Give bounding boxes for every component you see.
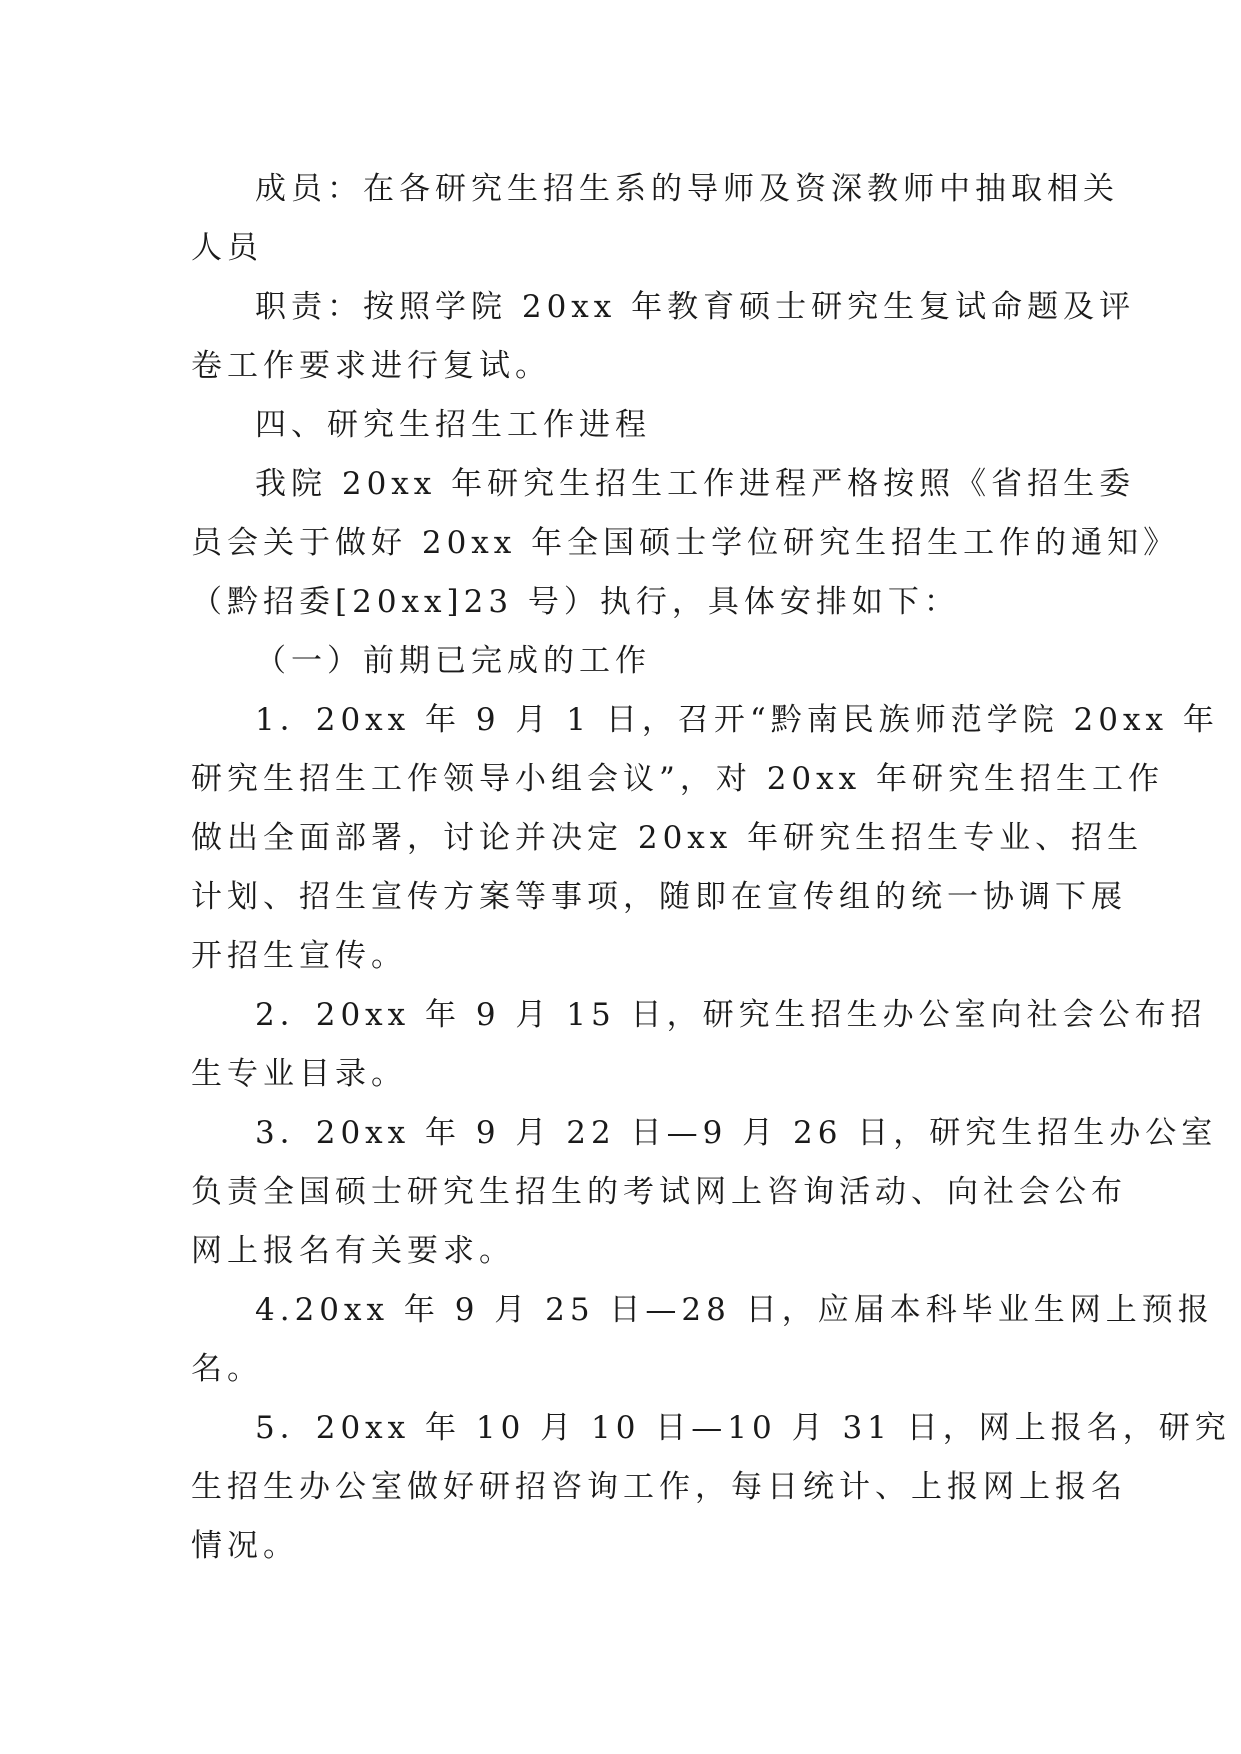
text-line: 做出全面部署，讨论并决定 20xx 年研究生招生专业、招生 bbox=[191, 820, 1144, 856]
text-line: 开招生宣传。 bbox=[191, 938, 407, 974]
text-line: 我院 20xx 年研究生招生工作进程严格按照《省招生委 bbox=[255, 466, 1136, 502]
text-line: 员会关于做好 20xx 年全国硕士学位研究生招生工作的通知》 bbox=[191, 525, 1180, 561]
list-item bbox=[191, 1104, 1218, 1281]
text-line: 情况。 bbox=[191, 1528, 299, 1564]
text-line: 生专业目录。 bbox=[191, 1056, 407, 1092]
text-line: 名。 bbox=[191, 1351, 263, 1387]
subsection-heading bbox=[191, 632, 1051, 691]
list-item bbox=[191, 1281, 1214, 1399]
text-line: 成员：在各研究生招生系的导师及资深教师中抽取相关 bbox=[255, 171, 1119, 207]
list-item bbox=[191, 1399, 1231, 1576]
text-line: 生招生办公室做好研招咨询工作，每日统计、上报网上报名 bbox=[191, 1469, 1127, 1505]
text-line: 卷工作要求进行复试。 bbox=[191, 348, 551, 384]
text-line: 负责全国硕士研究生招生的考试网上咨询活动、向社会公布 bbox=[191, 1174, 1127, 1210]
text-line: 职责：按照学院 20xx 年教育硕士研究生复试命题及评 bbox=[255, 289, 1136, 325]
text-line: 四、研究生招生工作进程 bbox=[255, 407, 651, 443]
section-heading bbox=[191, 396, 1051, 455]
text-line: （黔招委[20xx]23 号）执行，具体安排如下： bbox=[191, 584, 960, 620]
text-line: 研究生招生工作领导小组会议”，对 20xx 年研究生招生工作 bbox=[191, 761, 1164, 797]
text-line: 1．20xx 年 9 月 1 日，召开“黔南民族师范学院 20xx 年 bbox=[255, 702, 1219, 738]
text-line: 人员 bbox=[191, 230, 263, 266]
text-line: （一）前期已完成的工作 bbox=[255, 643, 651, 679]
paragraph-duties bbox=[191, 278, 1136, 396]
text-line: 网上报名有关要求。 bbox=[191, 1233, 515, 1269]
text-line: 2．20xx 年 9 月 15 日，研究生招生办公室向社会公布招 bbox=[255, 997, 1207, 1033]
paragraph-members bbox=[191, 160, 1119, 278]
list-item bbox=[191, 691, 1219, 986]
list-item bbox=[191, 986, 1207, 1104]
paragraph-intro bbox=[191, 455, 1180, 632]
text-line: 5．20xx 年 10 月 10 日—10 月 31 日，网上报名，研究 bbox=[255, 1410, 1231, 1446]
text-line: 计划、招生宣传方案等事项，随即在宣传组的统一协调下展 bbox=[191, 879, 1127, 915]
text-line: 3．20xx 年 9 月 22 日—9 月 26 日，研究生招生办公室 bbox=[255, 1115, 1218, 1151]
document-page bbox=[191, 160, 1231, 1576]
text-line: 4.20xx 年 9 月 25 日—28 日，应届本科毕业生网上预报 bbox=[255, 1292, 1214, 1328]
